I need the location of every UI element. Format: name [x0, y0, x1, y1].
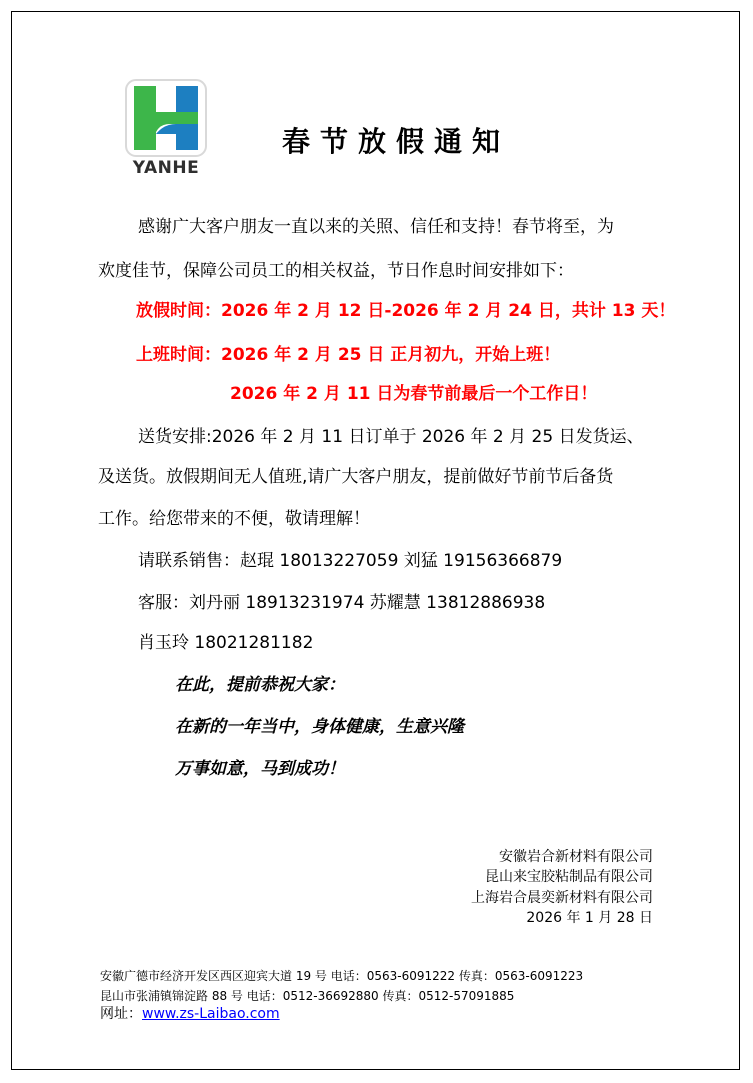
footer-address-1: 安徽广德市经济开发区西区迎宾大道 19 号 电话：0563-6091222 传真：0563-6091223	[100, 969, 584, 983]
contact-service: 客服：刘丹丽 18913231974 苏耀慧 13812886938	[138, 593, 546, 613]
greeting-line-3: 万事如意，马到成功！	[175, 759, 345, 779]
contact-extra: 肖玉玲 18021281182	[138, 633, 314, 653]
company-name-2: 昆山来宝胶粘制品有限公司	[485, 869, 653, 885]
greeting-line-2: 在新的一年当中，身体健康，生意兴隆	[175, 717, 464, 737]
greeting-line-1: 在此，提前恭祝大家：	[175, 675, 345, 695]
intro-line-2: 欢度佳节，保障公司员工的相关权益，节日作息时间安排如下：	[98, 261, 574, 281]
notice-date: 2026 年 1 月 28 日	[526, 910, 653, 926]
logo-h-icon	[120, 78, 212, 158]
holiday-period: 放假时间：2026 年 2 月 12 日-2026 年 2 月 24 日，共计 13 天！	[136, 301, 676, 321]
company-name-1: 安徽岩合新材料有限公司	[499, 849, 653, 865]
footer-address-2: 昆山市张浦镇锦淀路 88 号 电话：0512-36692880 传真：0512-57091885	[100, 989, 515, 1003]
contact-sales: 请联系销售：赵琨 18013227059 刘猛 19156366879	[138, 551, 563, 571]
delivery-line-2: 及送货。放假期间无人值班,请广大客户朋友，提前做好节前节后备货	[98, 467, 614, 487]
logo-text: YANHE	[132, 158, 200, 178]
company-name-3: 上海岩合晨奕新材料有限公司	[471, 890, 653, 906]
work-start: 上班时间：2026 年 2 月 25 日 正月初九，开始上班！	[136, 345, 561, 365]
footer-website	[100, 1003, 280, 1023]
delivery-line-1: 送货安排:2026 年 2 月 11 日订单于 2026 年 2 月 25 日发货运、	[138, 427, 644, 447]
page-title: 春节放假通知	[282, 125, 511, 158]
intro-line-1: 感谢广大客户朋友一直以来的关照、信任和支持！春节将至，为	[138, 217, 614, 237]
delivery-line-3: 工作。给您带来的不便，敬请理解！	[98, 509, 370, 529]
website-label: 网址：	[100, 1006, 142, 1022]
company-logo	[120, 78, 212, 186]
website-link[interactable]: www.zs-Laibao.com	[142, 1006, 280, 1022]
last-workday: 2026 年 2 月 11 日为春节前最后一个工作日！	[230, 384, 598, 404]
